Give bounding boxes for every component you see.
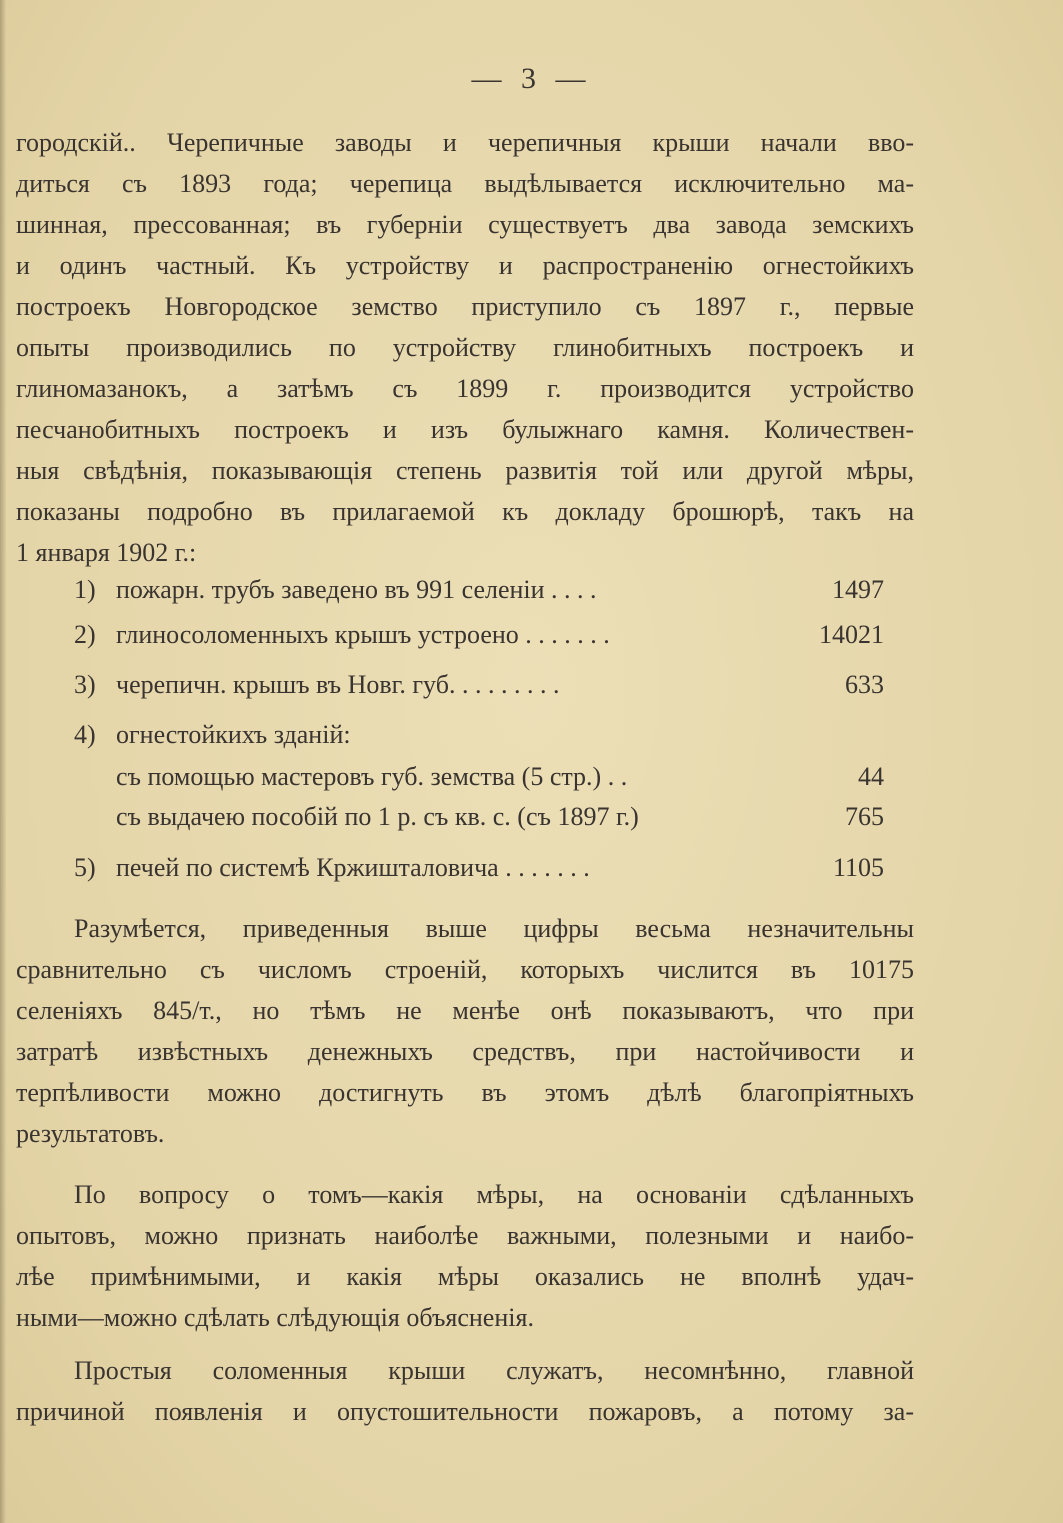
text-line: и одинъ частный. Къ устройству и распространенію огнестойкихъ: [16, 251, 914, 280]
text-line: лѣе примѣнимыми, и какія мѣры оказались не вполнѣ удач-: [16, 1262, 914, 1291]
list-item: [16, 853, 896, 897]
text-line: диться съ 1893 года; черепица выдѣлывается исключительно ма-: [16, 169, 914, 198]
text-line: городскій.. Черепичные заводы и черепичныя крыши начали вво-: [16, 128, 914, 157]
text-line: песчанобитныхъ построекъ и изъ булыжнаго камня. Количествен-: [16, 415, 914, 444]
list-item-label: съ выдачею пособій по 1 р. съ кв. с. (съ 1897 г.): [116, 802, 639, 831]
text-line: терпѣливости можно достигнуть въ этомъ дѣлѣ благопріятныхъ: [16, 1078, 914, 1107]
text-line: затратѣ извѣстныхъ денежныхъ средствъ, при настойчивости и: [16, 1037, 914, 1066]
list-item-value: 765: [845, 802, 884, 831]
list-item: [16, 670, 896, 714]
list-item-value: 1497: [832, 575, 884, 604]
text-line: По вопросу о томъ—какія мѣры, на основаніи сдѣланныхъ: [74, 1180, 914, 1209]
list-item-number: 4): [74, 720, 96, 749]
list-item-number: 3): [74, 670, 96, 699]
page-binding-edge: [0, 0, 6, 1523]
text-line: ныя свѣдѣнія, показывающія степень развитія той или другой мѣры,: [16, 456, 914, 485]
paragraph-4: [16, 1350, 914, 1432]
list-item-label: пожарн. трубъ заведено въ 991 селеніи . . . .: [116, 575, 597, 604]
paragraph-2: [16, 908, 914, 1154]
list-item: [16, 720, 896, 764]
page-number: — 3 —: [471, 62, 592, 95]
list-item: [16, 620, 896, 664]
list-item-label: глиносоломенныхъ крышъ устроено . . . . . . .: [116, 620, 610, 649]
text-line: селеніяхъ 845/т., но тѣмъ не менѣе онѣ показываютъ, что при: [16, 996, 914, 1025]
list-item-label: огнестойкихъ зданій:: [116, 720, 351, 749]
text-line: Разумѣется, приведенныя выше цифры весьма незначительны: [74, 914, 914, 943]
text-line: шинная, прессованная; въ губерніи существуетъ два завода земскихъ: [16, 210, 914, 239]
list-subitem: [16, 802, 896, 846]
text-line: причиной появленія и опустошительности пожаровъ, а потому за-: [16, 1397, 914, 1426]
list-item-label: печей по системѣ Кржишталовича . . . . . . .: [116, 853, 590, 882]
text-line: опыты производились по устройству глинобитныхъ построекъ и: [16, 333, 914, 362]
list-item-value: 14021: [819, 620, 884, 649]
text-line: Простыя соломенныя крыши служатъ, несомнѣнно, главной: [74, 1356, 914, 1385]
paragraph-3: [16, 1174, 914, 1338]
list-item-number: 2): [74, 620, 96, 649]
list-subitem: [16, 762, 896, 806]
text-line: результатовъ.: [16, 1119, 165, 1148]
text-line: сравнительно съ числомъ строеній, которыхъ числится въ 10175: [16, 955, 914, 984]
text-line: глиномазанокъ, а затѣмъ съ 1899 г. производится устройство: [16, 374, 914, 403]
list-item-label: съ помощью мастеровъ губ. земства (5 стр.) . .: [116, 762, 628, 791]
list-item-value: 44: [858, 762, 884, 791]
paragraph-1: [16, 122, 914, 573]
text-line: построекъ Новгородское земство приступило съ 1897 г., первые: [16, 292, 914, 321]
text-line: 1 января 1902 г.:: [16, 538, 197, 567]
list-item-value: 1105: [832, 853, 884, 882]
list-item: [16, 575, 896, 619]
text-line: ными—можно сдѣлать слѣдующія объясненія.: [16, 1303, 534, 1332]
list-item-number: 5): [74, 853, 96, 882]
list-item-number: 1): [74, 575, 96, 604]
text-line: показаны подробно въ прилагаемой къ докладу брошюрѣ, такъ на: [16, 497, 914, 526]
list-item-label: черепичн. крышъ въ Новг. губ. . . . . . . . .: [116, 670, 560, 699]
text-line: опытовъ, можно признать наиболѣе важными, полезными и наибо-: [16, 1221, 914, 1250]
list-item-value: 633: [845, 670, 884, 699]
